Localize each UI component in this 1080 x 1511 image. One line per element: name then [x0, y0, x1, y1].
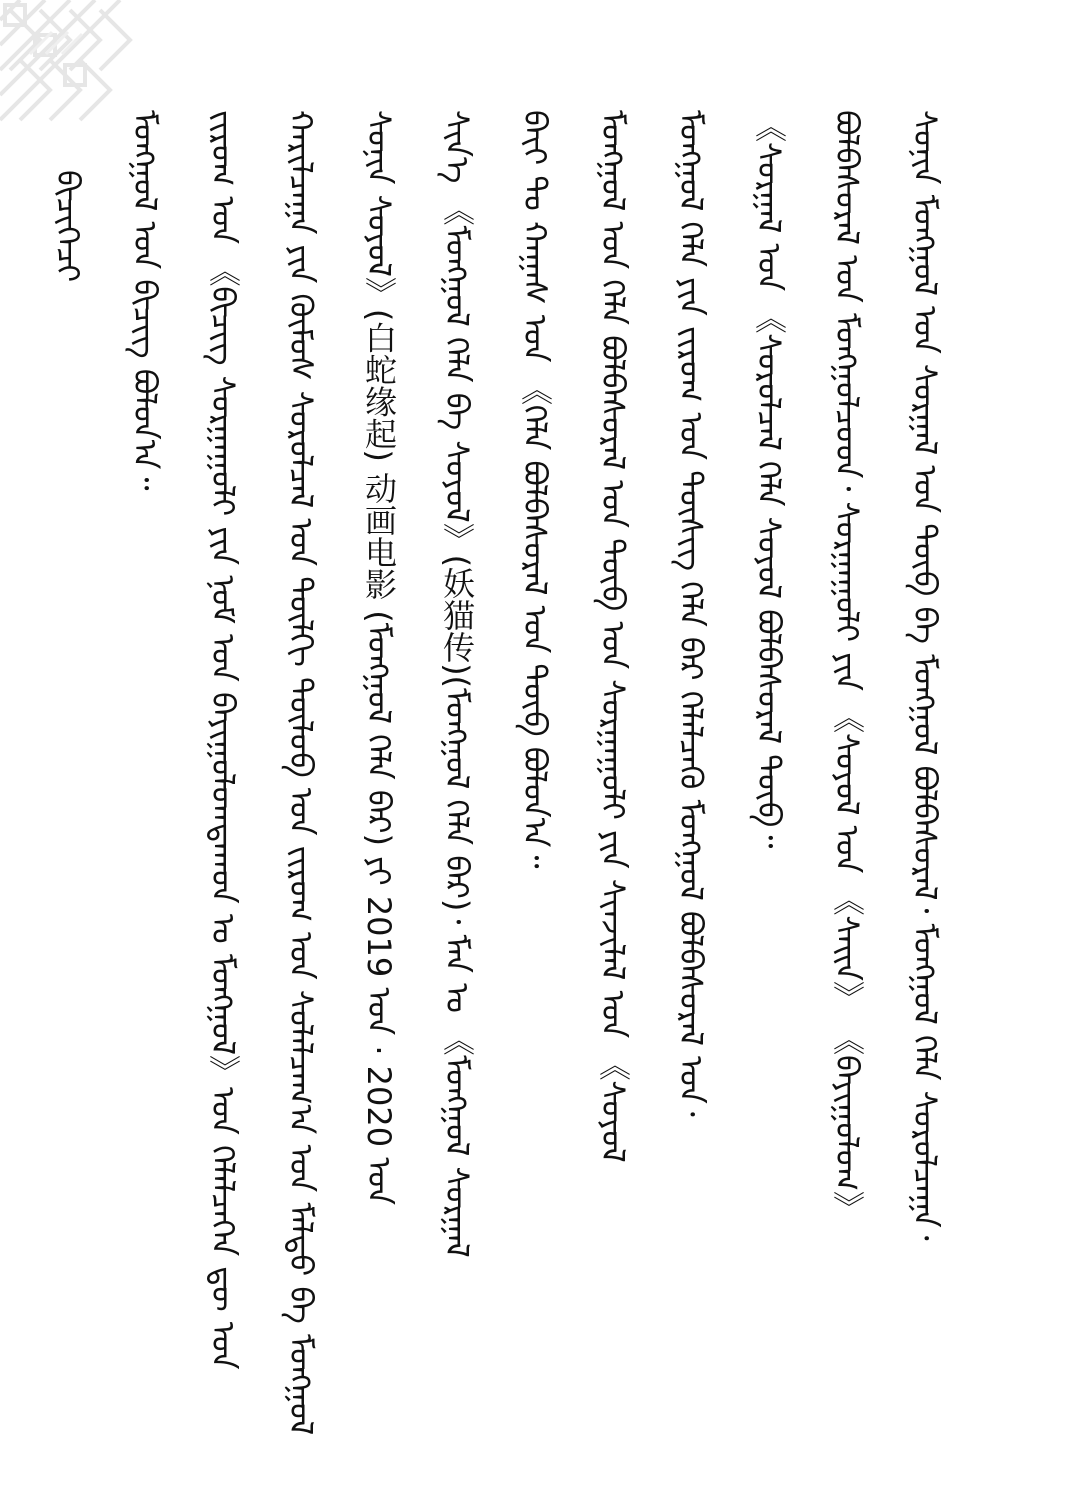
text-line-5: ᠰᠢᠨ᠎ᠡ 《ᠮᠣᠩᠭᠣᠯ ᠬᠡᠯᠡ ᠪᠠ ᠰᠣᠶᠤᠯ》(妖猫传)(ᠮᠣᠩᠭᠣᠯ ᠬᠡᠯᠡ ᠪᠡᠷ)᠂ ᠮᠠᠨ ᠤ 《ᠮᠣᠩᠭᠣᠯ ᠰᠤᠷᠭᠠᠯ: [438, 110, 476, 1258]
text-line-7: ᠮᠣᠩᠭᠣᠯ ᠤᠨ ᠬᠡᠯᠡ ᠪᠣᠯᠪᠠᠰᠤᠷᠠᠯ ᠤᠨ ᠲᠥᠪ ᠤᠨ ᠰᠤᠷᠭᠠᠭᠤᠯᠢ ᠶᠢᠨ ᠰᠢᠨᠵᠢᠯᠡᠯ ᠤᠨ 《ᠰᠣᠶᠤᠯ: [594, 110, 632, 1163]
text-line-11: ᠰᠣᠨᠢᠨ ᠮᠣᠩᠭᠣᠯ ᠤᠨ ᠰᠤᠷᠭᠠᠯ ᠤᠨ ᠲᠥᠪ ᠪᠠ ᠮᠣᠩᠭᠣᠯ ᠪᠣᠯᠪᠠᠰᠤᠷᠠᠯ᠂ ᠮᠣᠩᠭᠣᠯ ᠬᠡᠯᠡ ᠰᠤᠷᠤᠯᠴᠠᠭᠠ᠂: [906, 110, 944, 1241]
text-line-4: ᠰᠣᠨᠢᠨ ᠰᠣᠶᠤᠯ》(白蛇缘起) 动画电影 (ᠮᠣᠩᠭᠣᠯ ᠬᠡᠯᠡ ᠪᠡᠷ) ᠶᠢ 2019 ᠣᠨ · 2020 ᠣᠨ: [360, 110, 398, 1206]
text-line-1: ᠮᠣᠩᠭᠣᠯ ᠤᠨ ᠪᠢᠴᠢᠭ᠌ ᠪᠣᠯᠤᠨ᠎ᠠ᠃: [126, 110, 164, 491]
text-line-3: ᠬᠠᠷᠢᠯᠴᠠᠭᠠ ᠶᠢᠨ ᠬᠥᠮᠦᠰ ᠰᠤᠷᠤᠯᠴᠠᠯ ᠤᠨ ᠲᠦᠯᠬᠢ ᠲᠥᠯᠦᠪ ᠤᠨ ᠵᠢᠷᠤᠭ ᠤᠨ ᠰᠤᠯᠠᠯᠴᠠᠭ᠎ᠠ ᠤᠨ ᠮᠠᠯᠲᠤ ᠪᠠ ᠮᠣᠩᠭᠣᠯ: [282, 110, 320, 1436]
text-line-9: 《ᠰᠤᠷᠭᠠᠯ ᠤᠨ 《ᠰᠤᠷᠤᠯᠴᠠᠯ ᠬᠡᠯᠡ ᠰᠤᠶᠤᠯ ᠪᠣᠯᠪᠠᠰᠤᠷᠠᠯ ᠲᠥᠪ᠃: [750, 110, 788, 849]
text-line-6: ᠪᠠᠶ᠋ᠢ ᠲᠣ ᠬᠠᠭᠠᠰ ᠤᠨ 《ᠬᠡᠯᠡ ᠪᠣᠯᠪᠠᠰᠤᠷᠠᠯ ᠤᠨ ᠲᠥᠪ ᠪᠣᠯᠤᠨ᠎ᠠ᠃: [516, 110, 554, 869]
text-line-8: ᠮᠣᠩᠭᠣᠯ ᠬᠡᠯᠡ ᠶᠢᠨ ᠵᠢᠷᠤᠭ ᠤᠨ ᠲᠦᠰᠢᠭ ᠬᠡᠯᠡ ᠪᠡᠷ ᠬᠡᠯᠡᠯᠴᠡᠬᠦ ᠮᠣᠩᠭᠣᠯ ᠪᠣᠯᠪᠠᠰᠤᠷᠠᠯ ᠤᠨ᠂: [672, 110, 710, 1117]
document-body: [110, 110, 960, 1470]
text-line-10: ᠪᠣᠯᠪᠠᠰᠤᠷᠠᠯ ᠤᠨ ᠮᠣᠩᠭᠣᠯᠴᠤᠳ᠂ ᠰᠤᠷᠭᠠᠭᠤᠯᠢ ᠶᠢᠨ 《ᠰᠣᠶᠤᠯ ᠤᠨ 《ᠰᠠᠢᠨ》 《ᠪᠠᠶᠢᠭᠤᠯᠤᠭ》: [828, 110, 866, 1223]
signature: ᠪᠢᠴᠢᠭᠡᠴᠢ: [49, 170, 87, 283]
text-line-2: ᠵᠢᠷᠤᠭ ᠤᠨ 《ᠪᠢᠴᠢᠭ ᠰᠤᠷᠭᠠᠭᠤᠯᠢ ᠶᠢᠨ ᠨᠣᠮ ᠤᠨ ᠪᠠᠶᠢᠭᠤᠯᠤᠭᠳᠠᠬᠤᠨ ᠤ ᠮᠣᠩᠭᠣᠯ》ᠤᠨ ᠬᠡᠯᠡᠯᠴᠡᠭᠡᠨ ᠳᠦ ᠤᠨ: [204, 110, 242, 1370]
page-number-ornament: [26, 28, 86, 58]
